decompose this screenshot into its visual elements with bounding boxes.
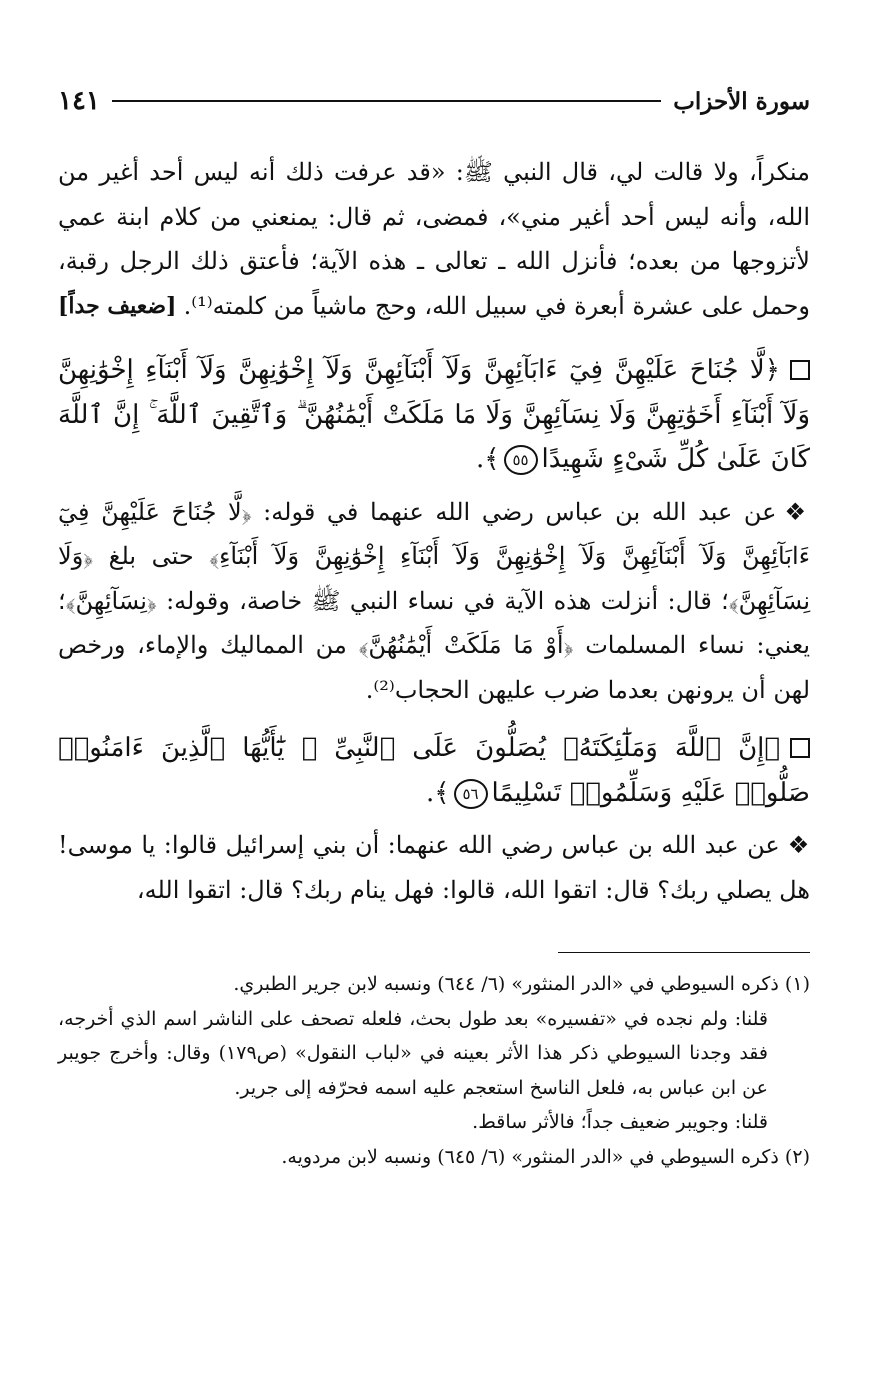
- footnote-2: (٢) ذكره السيوطي في «الدر المنثور» (٦/ ٦٤٥) ونسبه لابن مردويه.: [281, 1145, 810, 1168]
- footnote-1: (١) ذكره السيوطي في «الدر المنثور» (٦/ ٦٤٤) ونسبه لابن جرير الطبري.: [233, 973, 810, 995]
- paragraph-3: [58, 823, 810, 912]
- verse-56-text: ﴿إِنَّ ٱللَّهَ وَمَلَٰٓئِكَتَهُۥ يُصَلُّونَ عَلَى ٱلنَّبِىِّ ۚ يَٰٓأَيُّهَا ٱلَّذِينَ ءَامَنُوا۟ صَلُّوا۟ عَلَيْهِ وَسَلِّمُوا۟ تَسْلِيمًا: [58, 733, 810, 808]
- diamond-bullet-icon: ❖: [784, 497, 810, 526]
- paragraph-1-text: منكراً، ولا قالت لي، قال النبي ﷺ: «قد عرفت ذلك أنه ليس أحد أغير من الله، وأنه ليس أحد أغير مني»، فمضى، ثم قال: يمنعني من كلام ابنة عمي لأتزوجها من بعده؛ فأنزل الله ـ تعالى ـ هذه الآية؛ فأعتق ذلك الرجل رقبة، وحمل على عشرة أبعرة في سبيل الله، وحج ماشياً من كلمته⁽¹⁾.: [58, 158, 810, 320]
- surah-title: سورة الأحزاب: [673, 87, 810, 115]
- paragraph-1: [58, 150, 810, 328]
- main-text: [58, 150, 810, 912]
- page-number: ١٤١: [58, 86, 100, 116]
- header-rule: [112, 100, 661, 102]
- paragraph-2-text: عن عبد الله بن عباس رضي الله عنهما في قوله: ﴿لَّا جُنَاحَ عَلَيْهِنَّ فِيٓ ءَابَآئِهِنَّ وَلَآ أَبْنَآئِهِنَّ وَلَآ إِخْوَٰنِهِنَّ وَلَآ أَبْنَآءِ إِخْوَٰنِهِنَّ وَلَآ أَبْنَآءِ﴾ حتى بلغ ﴿وَلَا نِسَآئِهِنَّ﴾؛ قال: أنزلت هذه الآية في نساء النبي ﷺ خاصة، وقوله: ﴿نِسَآئِهِنَّ﴾؛ يعني: نساء المسلمات ﴿أَوْ مَا مَلَكَتْ أَيْمَٰنُهُنَّ﴾ من المماليك والإماء، ورخص لهن أن يرونهن بعدما ضرب عليهن الحجاب⁽²⁾.: [58, 497, 810, 704]
- verse-55: [58, 348, 810, 482]
- verse-56: [58, 726, 810, 815]
- paragraph-3-text: عن عبد الله بن عباس رضي الله عنهما: أن بني إسرائيل قالوا: يا موسى! هل يصلي ربك؟ قال: اتقوا الله، قالوا: فهل ينام ربك؟ قال: اتقوا الله،: [58, 831, 810, 904]
- diamond-bullet-icon: ❖: [787, 831, 810, 859]
- verse-55-text: ﴿لَّا جُنَاحَ عَلَيْهِنَّ فِيٓ ءَابَآئِهِنَّ وَلَآ أَبْنَآئِهِنَّ وَلَآ إِخْوَٰنِهِنَّ وَلَآ أَبْنَآءِ إِخْوَٰنِهِنَّ وَلَآ أَبْنَآءِ أَخَوَٰتِهِنَّ وَلَا نِسَآئِهِنَّ وَلَا مَا مَلَكَتْ أَيْمَٰنُهُنَّ ۗ وَٱتَّقِينَ ٱللَّهَ ۚ إِنَّ ٱللَّهَ كَانَ عَلَىٰ كُلِّ شَىْءٍ شَهِيدًا: [58, 355, 810, 474]
- paragraph-2: [58, 490, 810, 713]
- square-marker-icon: [790, 360, 810, 380]
- page-header: [58, 78, 810, 124]
- grade-label: [ضعيف جداً]: [58, 292, 177, 319]
- ayah-number-56: ٥٦: [454, 779, 488, 809]
- footnotes: [58, 967, 810, 1174]
- ayah-number-55: ٥٥: [504, 445, 538, 475]
- verse-55-close: ﴾.: [476, 444, 500, 474]
- page: [58, 78, 810, 1174]
- footnote-separator: [558, 952, 810, 953]
- footnote-1-note-b: قلنا: وجويبر ضعيف جداً؛ فالأثر ساقط.: [472, 1111, 768, 1133]
- verse-56-close: ﴾.: [426, 777, 450, 808]
- footnote-1-note-a: قلنا: ولم نجده في «تفسيره» بعد طول بحث، فلعله تصحف على الناشر اسم الذي أخرجه، فقد وجدنا السيوطي ذكر هذا الأثر بعينه في «لباب النقول» (ص١٧٩) وقال: وأخرج جويبر عن ابن عباس به، فلعل الناسخ استعجم عليه اسمه فحرّفه إلى جرير.: [58, 1007, 768, 1099]
- square-marker-icon: [790, 738, 810, 758]
